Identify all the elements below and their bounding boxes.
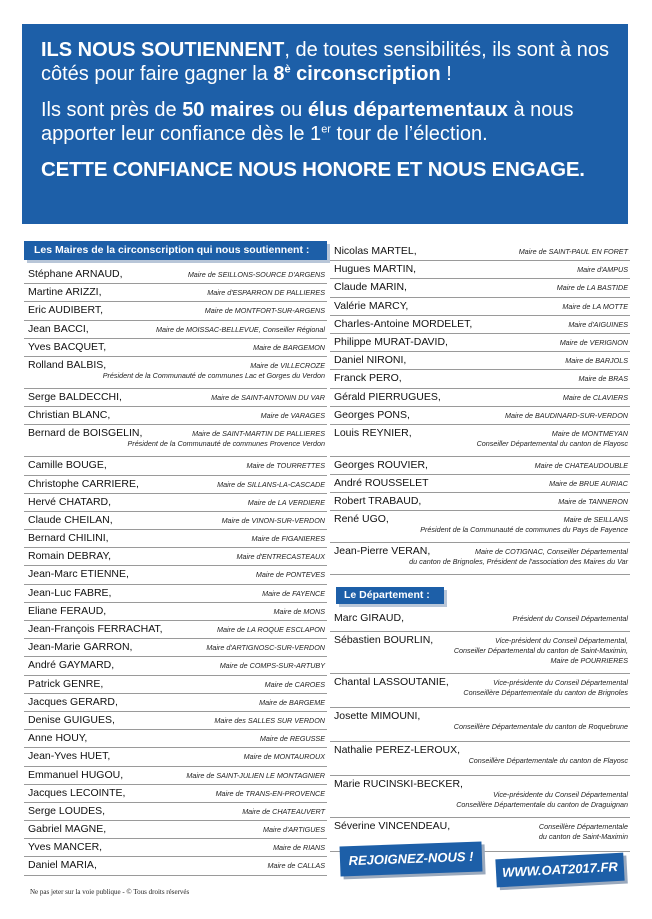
maires-list-left [24,241,327,876]
person-role: Maire de SAINT-ANTONIN DU VAR [211,392,325,402]
person-name: Martine ARIZZI, [28,286,102,299]
list-item [24,585,327,603]
person-role: Maire de COTIGNAC, Conseiller Départemental [475,547,628,557]
list-item-line [28,409,325,421]
person-name: Claude MARIN, [334,281,407,294]
list-item-line [28,859,325,871]
list-item-line [334,545,628,557]
person-role: Maire de VILLECROZE [250,360,325,370]
person-name: Séverine VINCENDEAU, [334,820,451,833]
list-item-line [28,787,325,799]
person-role: Maire d'AMPUS [577,265,628,275]
list-item-line [334,427,628,439]
person-role: Conseillère Départementale [538,822,628,832]
person-name: Jean-Marc ETIENNE, [28,568,129,581]
person-name: Chantal LASSOUTANIE, [334,676,449,689]
list-item [24,266,327,284]
person-name: Romain DEBRAY, [28,550,112,563]
person-role: Maire de REGUSSE [259,734,325,744]
list-item [24,748,327,766]
person-role: Maire de LA VERDIERE [247,497,325,507]
list-item-line [334,354,628,366]
list-item [330,511,630,543]
list-item [24,785,327,803]
list-item [330,543,630,575]
person-role: Maire de CHATEAUVERT [242,806,325,816]
banner-slogan: CETTE CONFIANCE NOUS HONORE ET NOUS ENGAGE. [41,158,585,181]
list-item-line [334,634,628,646]
person-role-detail: Conseiller Départemental du canton de Flayosc [476,438,628,448]
person-role: Maire de SAINT-JULIEN LE MONTAGNIER [186,770,325,780]
list-item-line [334,820,628,832]
list-item [24,603,327,621]
person-name: Sébastien BOURLIN, [334,634,434,647]
person-role-detail: Conseillère Départementale du canton de Brignoles [463,688,628,698]
person-role-detail: Conseillère Départementale du canton de Flayosc [468,756,628,766]
list-item [24,389,327,407]
person-name: Anne HOUY, [28,732,88,745]
list-item [330,457,630,475]
list-item-line [334,300,628,312]
list-item-line [334,245,628,257]
maires-list-right [330,243,630,852]
person-name: Camille BOUGE, [28,459,107,472]
maires-section-header: Les Maires de la circonscription qui nous soutiennent : [24,241,327,260]
list-item [330,261,630,279]
list-item [24,621,327,639]
person-name: André GAYMARD, [28,659,115,672]
list-item [24,357,327,389]
person-role: Maire de SAINT-MARTIN DE PALLIERES [192,429,325,439]
person-role: Maire de SEILLANS [563,515,628,525]
person-role: Maire d'AIGUINES [568,319,628,329]
person-role: Maire d'ENTRECASTEAUX [236,552,325,562]
list-item [330,475,630,493]
person-role-detail: Vice-présidente du Conseil Départemental [493,790,628,800]
list-item-line [28,750,325,762]
list-item [24,694,327,712]
person-role: Maire de TANNERON [558,497,628,507]
person-role: Maire de CAROES [264,679,325,689]
person-name: Christophe CARRIERE, [28,477,139,490]
person-name: Jacques LECOINTE, [28,786,126,799]
person-role: Maire de BRAS [578,374,628,384]
person-role: Maire de MONTMEYAN [551,428,628,438]
list-item [330,493,630,511]
list-item-line [28,459,325,471]
person-name: Yves BACQUET, [28,340,107,353]
person-role: Maire de BAUDINARD-SUR-VERDON [504,410,628,420]
list-item [24,284,327,302]
person-role: Maire de SILLANS-LA-CASCADE [217,479,325,489]
list-item-line [28,359,325,371]
person-name: Daniel MARIA, [28,859,97,872]
person-name: Nathalie PEREZ-LEROUX, [334,744,461,757]
person-name: Rolland BALBIS, [28,358,107,371]
departement-section-header: Le Département : [336,587,444,604]
list-item-line [334,372,628,384]
list-item-line [28,623,325,635]
person-role-detail: Maire de POURRIERES [550,656,628,666]
person-name: Louis REYNIER, [334,426,412,439]
person-name: Serge LOUDES, [28,804,106,817]
list-item-line [28,823,325,835]
person-name: Georges PONS, [334,408,410,421]
list-item [330,425,630,457]
list-item [330,279,630,297]
person-name: Jean-François FERRACHAT, [28,623,163,635]
person-role: Maire de FAYENCE [262,588,325,598]
list-item-line [28,391,325,403]
person-role: Maire de LA ROQUE ESCLAPON [217,625,325,634]
list-item [330,334,630,352]
person-role: Vice-présidente du Conseil Départemental [493,678,628,688]
person-role-detail: Président de la Communauté de communes du Pays de Fayence [420,525,628,535]
person-role: Maire de MONTAUROUX [243,752,325,762]
list-item [24,476,327,494]
person-role-detail: du canton de Brignoles, Président de l'association des Maires du Var [409,557,628,567]
person-name: André ROUSSELET [334,477,429,490]
list-item-line [28,696,325,708]
person-name: Bernard de BOISGELIN, [28,427,143,440]
list-item-line [28,323,325,335]
person-name: Nicolas MARTEL, [334,245,417,257]
person-role: Maire de MONTFORT-SUR-ARGENS [204,306,325,316]
list-item-line [334,710,628,722]
list-item-line [28,732,325,744]
list-item-line [28,805,325,817]
list-item-line [28,568,325,580]
person-role: Maire de FIGANIERES [251,534,325,544]
person-role: Maire de PONTEVES [255,570,325,580]
person-role-detail: Conseillère Départementale du canton de Draguignan [456,800,628,810]
list-item [330,243,630,261]
banner-line-1: ILS NOUS SOUTIENNENT, de toutes sensibilités, ils sont à nos côtés pour faire gagner la $8^è$ circonscription ! [41,39,609,85]
list-item [24,712,327,730]
person-role: Vice-président du Conseil Départemental, [495,636,628,646]
list-item-line [334,409,628,421]
list-item [24,803,327,821]
list-item [330,298,630,316]
person-role: Maire de RIANS [273,843,325,853]
person-name: Valérie MARCY, [334,299,409,312]
list-item-line [28,678,325,690]
call-to-action-area [336,842,628,888]
website-link[interactable]: WWW.OAT2017.FR [495,853,624,888]
list-item-line [334,336,628,348]
person-role: Maire de BRUE AURIAC [549,479,628,489]
list-item [24,821,327,839]
list-item-line [28,478,325,490]
list-item [24,857,327,875]
person-name: Hugues MARTIN, [334,263,417,276]
list-item [24,676,327,694]
list-item-line [28,714,325,726]
person-name: Marc GIRAUD, [334,612,405,625]
list-item-line [334,318,628,330]
person-name: Patrick GENRE, [28,677,104,690]
list-item-line [334,778,628,790]
footer-notice: Ne pas jeter sur la voie publique - © Tous droits réservés [30,888,190,896]
person-name: Serge BALDECCHI, [28,390,122,403]
person-role: Maire de VINON-SUR-VERDON [221,515,325,525]
person-name: Hervé CHATARD, [28,495,112,508]
person-name: Jacques GERARD, [28,695,118,708]
list-item-line [28,841,325,853]
person-role: Maire de TOURRETTES [246,461,325,471]
person-name: Yves MANCER, [28,841,103,854]
list-item-line [28,427,325,439]
person-role: Maire de CHATEAUDOUBLE [534,460,628,470]
list-item [24,566,327,584]
list-item [24,530,327,548]
person-role: Maire de TRANS-EN-PROVENCE [215,788,325,798]
person-name: Jean-Luc FABRE, [28,586,112,599]
person-name: Daniel NIRONI, [334,354,407,367]
person-name: Robert TRABAUD, [334,495,422,508]
list-item [24,767,327,785]
person-name: Stéphane ARNAUD, [28,268,123,280]
person-name: Georges ROUVIER, [334,458,428,471]
list-item-line [334,263,628,275]
list-item [330,674,630,708]
person-name: Josette MIMOUNI, [334,710,421,723]
list-item [24,657,327,675]
person-name: Charles-Antoine MORDELET, [334,317,473,330]
list-item-line [334,744,628,756]
join-us-button[interactable]: REJOIGNEZ-NOUS ! [340,842,483,877]
person-role-detail: Conseillère Départementale du canton de Roquebrune [453,722,628,732]
list-item [24,425,327,457]
person-role-detail: Président de la Communauté de communes Lac et Gorges du Verdon [102,370,325,380]
person-role: Maire d'ARTIGUES [263,825,325,835]
list-item-line [28,769,325,781]
person-name: Jean BACCI, [28,322,89,335]
person-name: Christian BLANC, [28,409,111,422]
list-item-line [28,496,325,508]
person-role: Maire de VERIGNON [559,337,628,347]
header-banner [22,24,628,224]
person-role: Maire d'ARTIGNOSC-SUR-VERDON [206,643,325,653]
person-role: Maire de LA BASTIDE [556,283,628,293]
list-item [330,389,630,407]
list-item [24,639,327,657]
person-name: Claude CHEILAN, [28,513,113,526]
list-item [24,457,327,475]
person-name: Franck PERO, [334,372,402,385]
list-item-line [334,513,628,525]
person-role: Maire de SEILLONS-SOURCE D'ARGENS [187,270,325,279]
person-name: Jean-Pierre VERAN, [334,545,431,558]
person-role: Président du Conseil Départemental [512,614,628,624]
list-item-line [28,286,325,298]
list-item [24,321,327,339]
list-item-line [334,676,628,688]
person-name: René UGO, [334,513,389,526]
person-role-detail: du canton de Saint-Maximin [538,832,628,842]
list-item [24,730,327,748]
person-role: Maire de LA MOTTE [562,301,628,311]
list-item-line [334,477,628,489]
person-role-detail: Conseiller Départemental du canton de Saint-Maximin, [453,646,628,656]
list-item [330,610,630,632]
list-item [330,742,630,776]
list-item [24,548,327,566]
person-name: Eric AUDIBERT, [28,304,104,317]
list-item [330,632,630,674]
list-item [24,339,327,357]
list-item [24,839,327,857]
list-item [330,708,630,742]
person-role: Maire des SALLES SUR VERDON [214,715,325,725]
person-name: Emmanuel HUGOU, [28,768,124,781]
list-item-line [28,532,325,544]
person-role-detail: Président de la Communauté de communes Provence Verdon [127,439,325,449]
list-item-line [28,550,325,562]
list-item [330,776,630,818]
person-name: Jean-Yves HUET, [28,750,111,763]
list-item [330,352,630,370]
person-role: Maire de COMPS-SUR-ARTUBY [219,661,325,671]
person-name: Gabriel MAGNE, [28,823,107,836]
list-item-line [334,459,628,471]
list-item [330,370,630,388]
list-item-line [28,268,325,280]
person-name: Philippe MURAT-DAVID, [334,335,448,348]
person-name: Eliane FERAUD, [28,604,107,617]
person-name: Gérald PIERRUGUES, [334,390,441,403]
person-name: Marie RUCINSKI-BECKER, [334,778,463,791]
person-role: Maire de BARJOLS [565,356,628,366]
person-role: Maire de SAINT-PAUL EN FORET [518,247,628,256]
list-item-line [334,612,628,624]
list-item-line [28,641,325,653]
person-role: Maire de CLAVIERS [562,392,628,402]
person-role: Maire de MONS [273,606,325,616]
list-item [330,316,630,334]
list-item-line [28,514,325,526]
person-role: Maire d'ESPARRON DE PALLIERES [207,288,325,298]
list-item-line [28,587,325,599]
person-name: Bernard CHILINI, [28,532,109,545]
list-item-line [28,341,325,353]
list-item [24,407,327,425]
banner-line-2: Ils sont près de 50 maires ou élus départementaux à nous apporter leur confiance dès le 1er tour de l’élection. [41,99,574,145]
person-role: Maire de BARGEME [259,697,325,707]
list-item [24,512,327,530]
list-item-line [334,495,628,507]
list-item-line [28,659,325,671]
person-role: Maire de CALLAS [267,861,325,871]
list-item [24,494,327,512]
list-item [24,302,327,320]
list-item-line [28,304,325,316]
person-name: Denise GUIGUES, [28,713,115,726]
person-role: Maire de MOISSAC-BELLEVUE, Conseiller Régional [156,324,325,334]
person-role: Maire de VARAGES [260,411,325,421]
list-item-line [334,281,628,293]
person-role: Maire de BARGEMON [253,342,325,352]
list-item-line [334,391,628,403]
list-item [330,407,630,425]
list-item-line [28,605,325,617]
person-name: Jean-Marie GARRON, [28,641,133,654]
